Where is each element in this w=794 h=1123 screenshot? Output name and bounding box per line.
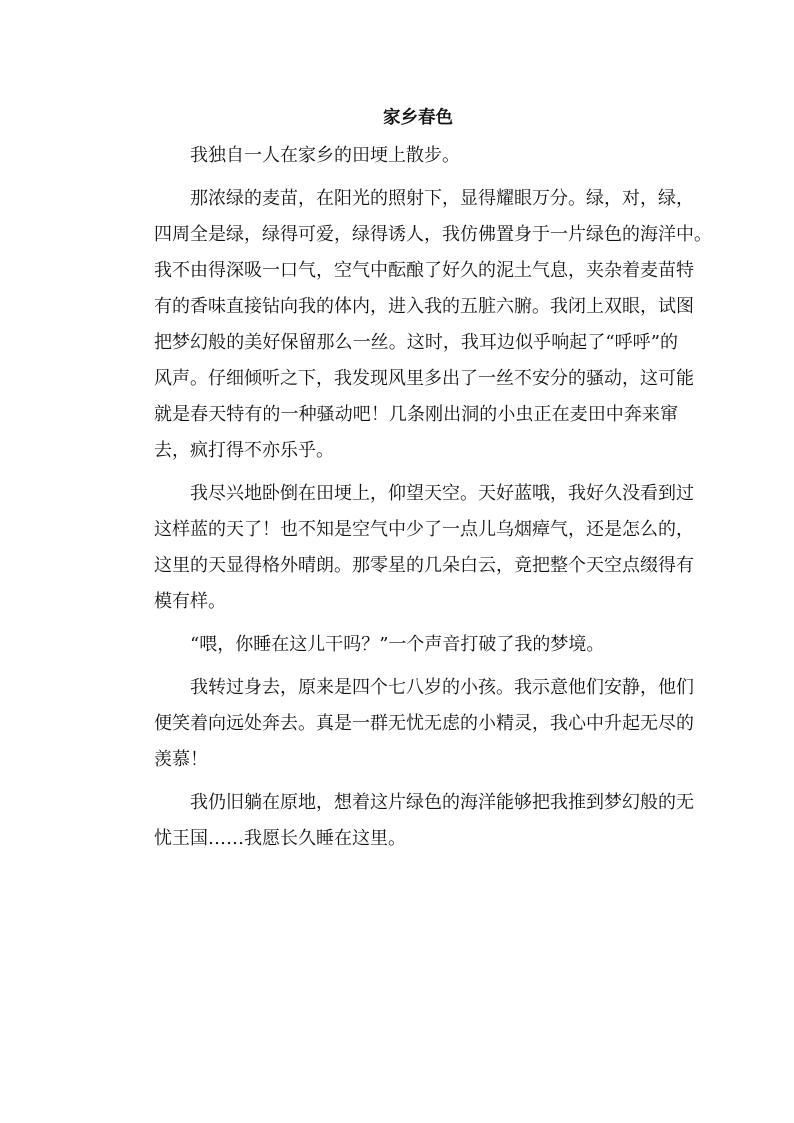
- paragraph-4: [118, 627, 678, 663]
- paragraph-line: 我尽兴地卧倒在田埂上，仰望天空。天好蓝哦，我好久没看到过: [190, 483, 694, 504]
- paragraph-line: 羡慕！: [154, 749, 208, 770]
- paragraph-3: [118, 476, 694, 620]
- paragraph-line: 我仍旧躺在原地，想着这片绿色的海洋能够把我推到梦幻般的无: [190, 792, 694, 813]
- paragraph-line: 把梦幻般的美好保留那么一丝。这时，我耳边似乎响起了“呼呼”的: [154, 332, 678, 353]
- paragraph-line: 我独自一人在家乡的田埂上散步。: [190, 145, 460, 166]
- paragraph-line: 就是春天特有的一种骚动吧！几条刚出洞的小虫正在麦田中奔来窜: [154, 404, 678, 425]
- paragraph-6: [118, 785, 694, 857]
- paragraph-line: 风声。仔细倾听之下，我发现风里多出了一丝不安分的骚动，这可能: [154, 368, 694, 389]
- paragraph-line: 模有样。: [154, 591, 226, 612]
- paragraph-line: “喂，你睡在这儿干吗？”一个声音打破了我的梦境。: [190, 634, 605, 655]
- paragraph-line: 这里的天显得格外晴朗。那零星的几朵白云，竟把整个天空点缀得有: [154, 555, 694, 576]
- paragraph-line: 有的香味直接钻向我的体内，进入我的五脏六腑。我闭上双眼，试图: [154, 296, 694, 317]
- paragraph-line: 这样蓝的天了！也不知是空气中少了一点儿乌烟瘴气，还是怎么的，: [154, 519, 694, 540]
- paragraph-line: 便笑着向远处奔去。真是一群无忧无虑的小精灵，我心中升起无尽的: [154, 713, 694, 734]
- document-page: [118, 98, 712, 857]
- document-title: 家乡春色: [383, 108, 453, 128]
- paragraph-line: 我转过身去，原来是四个七八岁的小孩。我示意他们安静，他们: [190, 677, 694, 698]
- paragraph-line: 去，疯打得不亦乐乎。: [154, 440, 334, 461]
- paragraph-line: 那浓绿的麦苗，在阳光的照射下，显得耀眼万分。绿，对，绿，: [190, 188, 694, 209]
- paragraph-5: [118, 670, 694, 778]
- paragraph-line: 忧王国……我愿长久睡在这里。: [154, 828, 406, 849]
- paragraph-line: 四周全是绿，绿得可爱，绿得诱人，我仿佛置身于一片绿色的海洋中。: [154, 224, 712, 245]
- paragraph-1: [118, 138, 678, 174]
- paragraph-line: 我不由得深吸一口气，空气中酝酿了好久的泥土气息，夹杂着麦苗特: [154, 260, 694, 281]
- paragraph-2: [118, 181, 712, 469]
